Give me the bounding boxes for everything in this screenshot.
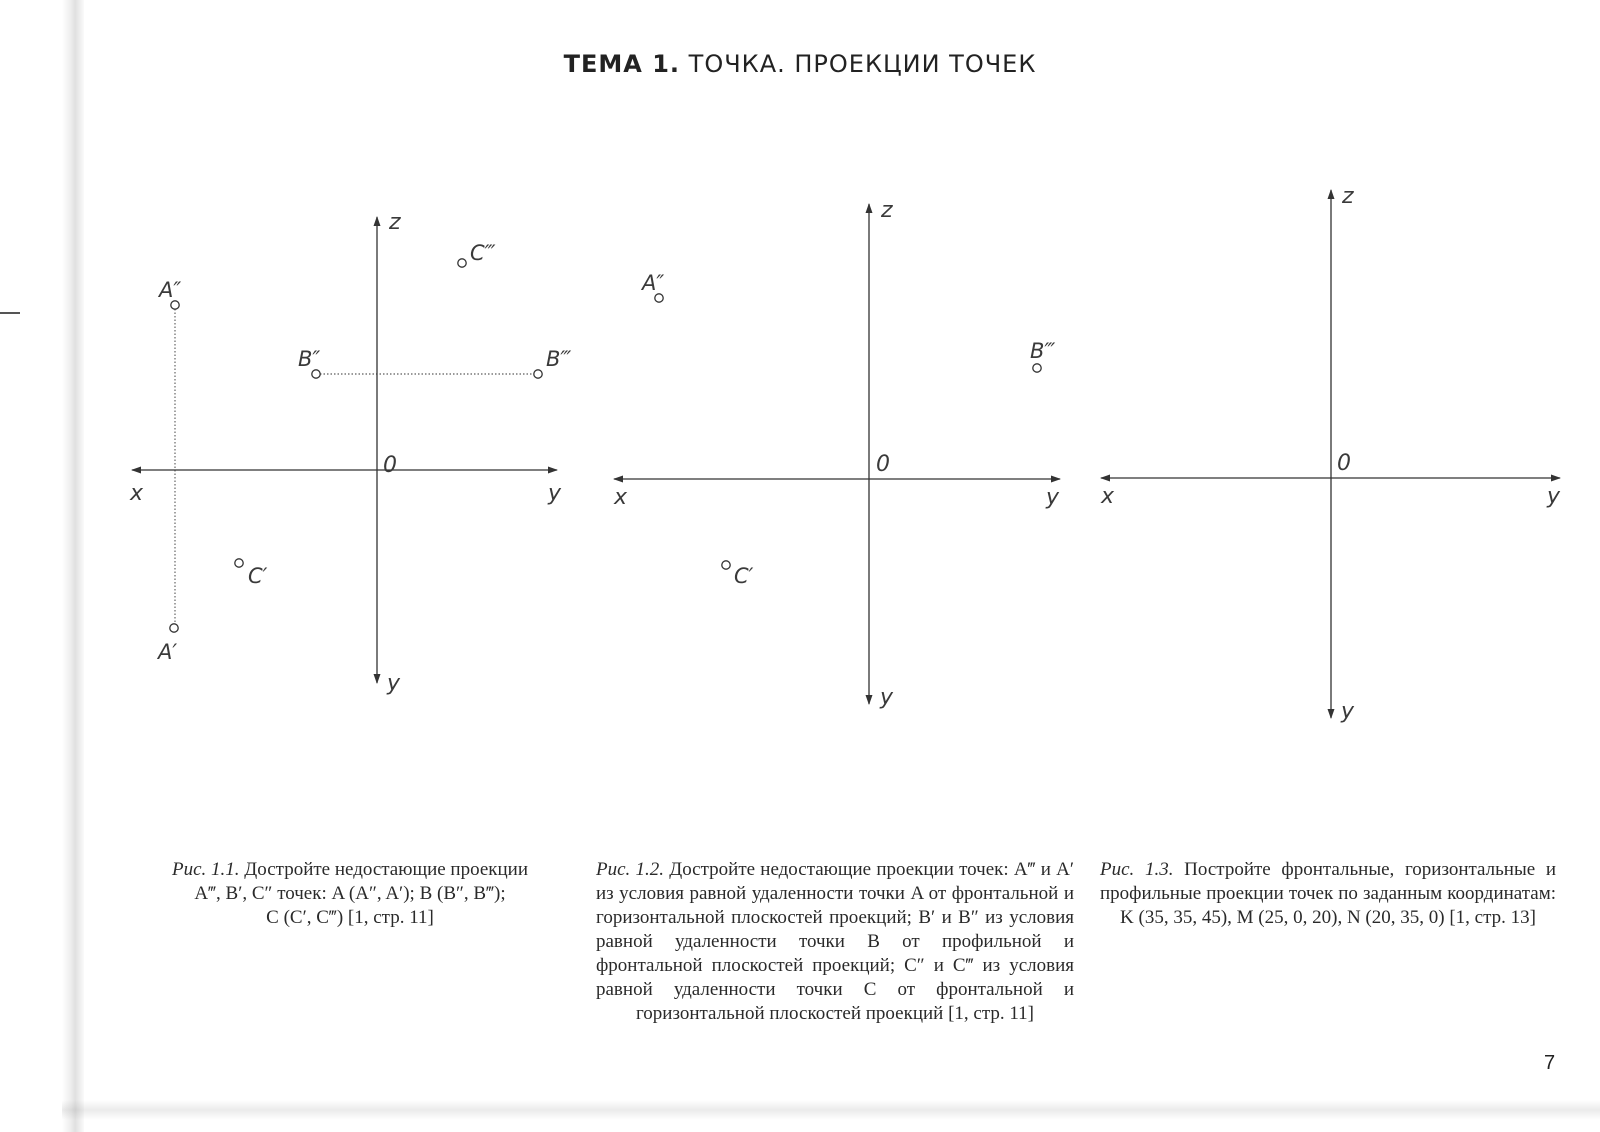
fig3-label-y-down: y — [1341, 699, 1355, 724]
fig1-label-a2: A″ — [159, 278, 182, 302]
figure-1-2 — [614, 204, 1060, 704]
figure-1-1-caption-line2: A‴, B′, C″ точек: A (A″, A′); B (B″, B‴); — [194, 883, 506, 904]
fig2-label-a2: A″ — [642, 271, 665, 295]
figure-1-1-caption-text1: Достройте недостающие проекции — [244, 859, 528, 880]
fig1-label-b2: B″ — [298, 347, 321, 371]
fig3-label-z: z — [1342, 184, 1354, 209]
page-title-subject: ТОЧКА. ПРОЕКЦИИ ТОЧЕК — [688, 50, 1037, 78]
figure-1-1-caption — [150, 858, 550, 930]
fig2-label-c1: C′ — [734, 564, 754, 588]
fig1-point-c3 — [458, 259, 466, 267]
fig1-label-b3: B‴ — [546, 347, 572, 371]
figure-1-2-caption-text: Достройте недостающие проекции точек: A‴ и A′ из условия равной удаленности точки A от фронтальной и горизонтальной плоскостей проекций; B′ и B″ из условия равной удаленности точки B от профильной и фронтальной плоскостей проекций; C″ и C‴ из условия равной удаленности точки C от фронтальной и горизонтальной плоскостей проекций [1, стр. 11] — [596, 859, 1075, 1024]
figure-1-2-caption — [596, 858, 1074, 1026]
fig1-label-z: z — [389, 210, 401, 235]
figure-1-2-labels — [613, 198, 1060, 710]
fig2-label-y-right: y — [1046, 485, 1060, 510]
fig2-point-c1 — [722, 561, 730, 569]
fig2-point-a2 — [655, 294, 663, 302]
fig1-label-origin: 0 — [383, 453, 397, 478]
figure-1-1-caption-line1 — [150, 858, 550, 882]
figure-1-3-caption-text: Постройте фронтальные, горизонтальные и профильные проекции точек по заданным координатам: K (35, 35, 45), M (25, 0, 20), N (20, 35, 0) [1, стр. 13] — [1100, 859, 1557, 928]
figure-1-3-caption — [1100, 858, 1556, 930]
figure-1-3 — [1101, 190, 1560, 718]
fig3-label-origin: 0 — [1337, 451, 1351, 476]
fig1-label-y-down: y — [387, 671, 401, 696]
fig3-label-x: x — [1101, 484, 1115, 509]
fig1-point-a2 — [171, 301, 179, 309]
figure-1-1-labels — [129, 210, 571, 696]
fig2-label-y-down: y — [880, 685, 894, 710]
fig3-label-y-right: y — [1547, 484, 1561, 509]
fig1-point-a1 — [170, 624, 178, 632]
fig1-point-c1 — [235, 559, 243, 567]
page-number: 7 — [1544, 1052, 1556, 1074]
figure-1-3-caption-head: Рис. 1.3. — [1100, 859, 1174, 880]
fig2-label-x: x — [614, 485, 628, 510]
fig1-label-y-right: y — [548, 481, 562, 506]
fig1-point-b2 — [312, 370, 320, 378]
fig1-label-c1: C′ — [248, 564, 268, 588]
fig2-point-b3 — [1033, 364, 1041, 372]
figure-1-2-caption-head: Рис. 1.2. — [596, 859, 665, 880]
fig1-label-a1: A′ — [158, 640, 178, 664]
fig1-label-x: x — [130, 481, 144, 506]
fig2-label-origin: 0 — [876, 452, 890, 477]
figure-1-1-caption-head: Рис. 1.1. — [172, 859, 240, 880]
fig2-label-b3: B‴ — [1030, 339, 1056, 363]
fig1-point-b3 — [534, 370, 542, 378]
figure-1-1-caption-line3: C (C′, C‴) [1, стр. 11] — [266, 907, 434, 928]
fig2-label-z: z — [881, 198, 893, 223]
page-title-topic: ТЕМА 1. — [563, 50, 681, 78]
figure-1-1 — [132, 217, 557, 683]
fig1-label-c3: C‴ — [470, 241, 496, 265]
